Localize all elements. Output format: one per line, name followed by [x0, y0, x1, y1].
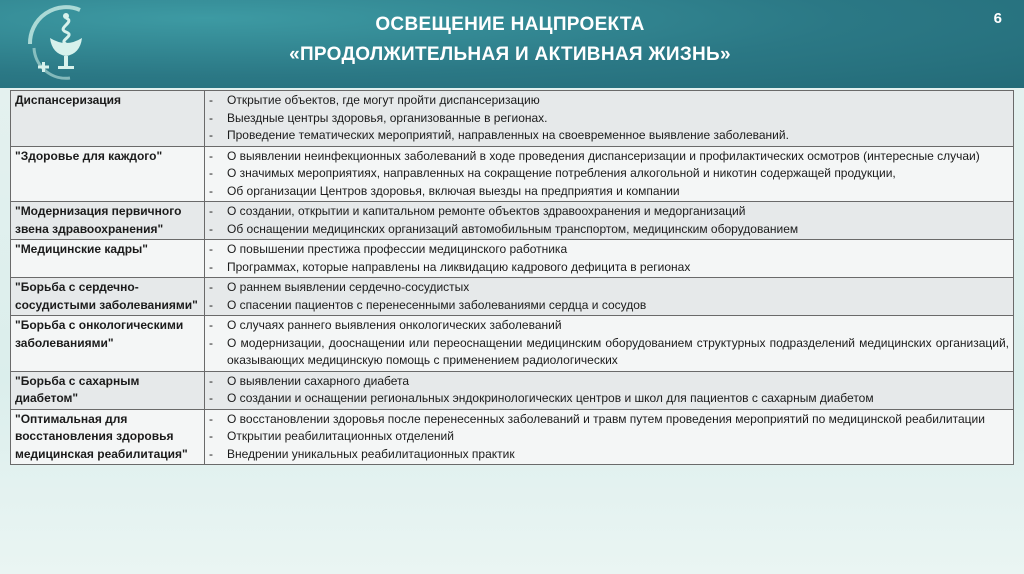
dash-bullet: - [209, 110, 213, 125]
list-item [209, 110, 1009, 128]
item-text: О значимых мероприятиях, направленных на сокращение потребления алкогольной и никотин содержащей продукции, [227, 166, 896, 180]
item-text: О раннем выявлении сердечно-сосудистых [227, 280, 470, 294]
list-item [209, 148, 1009, 166]
item-text: Открытие объектов, где могут пройти диспансеризацию [227, 93, 540, 107]
item-text: Программах, которые направлены на ликвидацию кадрового дефицита в регионах [227, 259, 691, 274]
items-cell [205, 202, 1014, 240]
dash-bullet: - [209, 148, 213, 163]
list-item [209, 297, 1009, 315]
title-line-2: «ПРОДОЛЖИТЕЛЬНАЯ И АКТИВНАЯ ЖИЗНЬ» [289, 44, 731, 65]
items-list [209, 241, 1009, 276]
dash-bullet: - [209, 183, 213, 198]
dash-bullet: - [209, 391, 213, 405]
dash-bullet: - [209, 204, 213, 218]
item-text: Об оснащении медицинских организаций автомобильным транспортом, медицинским оборудованием [227, 221, 799, 236]
items-cell [205, 371, 1014, 409]
list-item [209, 390, 1009, 408]
item-text: О выявлении неинфекционных заболеваний в ходе проведения диспансеризации и профилактических осмотров (интересные случаи) [227, 148, 980, 163]
dash-bullet: - [209, 429, 213, 443]
list-item [209, 259, 1009, 277]
item-text: О выявлении сахарного диабета [227, 373, 410, 388]
topic-cell: "Оптимальная для восстановления здоровья медицинская реабилитация" [11, 409, 205, 465]
medical-logo-icon [20, 4, 112, 84]
item-text: О восстановлении здоровья после перенесенных заболеваний и травм путем проведения мероприятий по медицинской реабилитации [227, 411, 985, 426]
items-list [209, 279, 1009, 314]
item-text: Выездные центры здоровья, организованные в регионах. [227, 110, 548, 125]
list-item [209, 411, 1009, 429]
item-text: О создании, открытии и капитальном ремонте объектов здравоохранения и медорганизаций [227, 204, 746, 218]
items-list [209, 411, 1009, 464]
items-cell [205, 146, 1014, 202]
page-number: 6 [993, 10, 1002, 27]
dash-bullet: - [209, 221, 213, 236]
list-item [209, 203, 1009, 221]
list-item [209, 428, 1009, 446]
items-list [209, 148, 1009, 201]
dash-bullet: - [209, 373, 213, 388]
item-text: О модернизации, дооснащении или переоснащении медицинским оборудованием структурных подразделений медицинских организаций, оказывающих медицинскую помощь с применением радиологических [227, 335, 1009, 367]
item-text: Проведение тематических мероприятий, направленных на своевременное выявление заболеваний. [227, 128, 789, 142]
list-item [209, 279, 1009, 297]
items-cell [205, 316, 1014, 372]
dash-bullet: - [209, 297, 213, 312]
items-list [209, 317, 1009, 370]
list-item [209, 221, 1009, 239]
items-cell [205, 240, 1014, 278]
list-item [209, 317, 1009, 335]
table-row [11, 202, 1014, 240]
slide-title [230, 10, 790, 70]
table-row [11, 240, 1014, 278]
dash-bullet: - [209, 259, 213, 274]
table-row [11, 371, 1014, 409]
dash-bullet: - [209, 242, 213, 256]
table-row [11, 409, 1014, 465]
header-banner [0, 0, 1024, 92]
topic-cell: "Медицинские кадры" [11, 240, 205, 278]
items-list [209, 373, 1009, 408]
list-item [209, 127, 1009, 145]
table-row [11, 278, 1014, 316]
table-row [11, 316, 1014, 372]
item-text: О случаях раннего выявления онкологических заболеваний [227, 318, 562, 332]
topics-table [10, 90, 1014, 465]
list-item [209, 165, 1009, 183]
dash-bullet: - [209, 93, 213, 107]
list-item [209, 373, 1009, 391]
item-text: Внедрении уникальных реабилитационных практик [227, 446, 515, 461]
items-cell [205, 91, 1014, 147]
table-row [11, 91, 1014, 147]
topic-cell: "Модернизация первичного звена здравоохранения" [11, 202, 205, 240]
topic-cell: Диспансеризация [11, 91, 205, 147]
table-row [11, 146, 1014, 202]
dash-bullet: - [209, 280, 213, 294]
item-text: О создании и оснащении региональных эндокринологических центров и школ для пациентов с сахарным диабетом [227, 391, 874, 405]
topic-cell: "Борьба с онкологическими заболеваниями" [11, 316, 205, 372]
dash-bullet: - [209, 411, 213, 426]
item-text: Открытии реабилитационных отделений [227, 429, 454, 443]
items-list [209, 92, 1009, 145]
items-cell [205, 278, 1014, 316]
item-text: Об организации Центров здоровья, включая выезды на предприятия и компании [227, 183, 680, 198]
item-text: О повышении престижа профессии медицинского работника [227, 242, 568, 256]
dash-bullet: - [209, 335, 213, 350]
list-item [209, 92, 1009, 110]
topic-cell: "Здоровье для каждого" [11, 146, 205, 202]
list-item [209, 446, 1009, 464]
items-list [209, 203, 1009, 238]
list-item [209, 183, 1009, 201]
dash-bullet: - [209, 318, 213, 332]
items-cell [205, 409, 1014, 465]
list-item [209, 241, 1009, 259]
dash-bullet: - [209, 128, 213, 142]
dash-bullet: - [209, 166, 213, 180]
dash-bullet: - [209, 446, 213, 461]
item-text: О спасении пациентов с перенесенными заболеваниями сердца и сосудов [227, 297, 647, 312]
topic-cell: "Борьба с сахарным диабетом" [11, 371, 205, 409]
title-line-1: ОСВЕЩЕНИЕ НАЦПРОЕКТА [375, 14, 645, 35]
topic-cell: "Борьба с сердечно-сосудистыми заболеваниями" [11, 278, 205, 316]
list-item [209, 335, 1009, 370]
